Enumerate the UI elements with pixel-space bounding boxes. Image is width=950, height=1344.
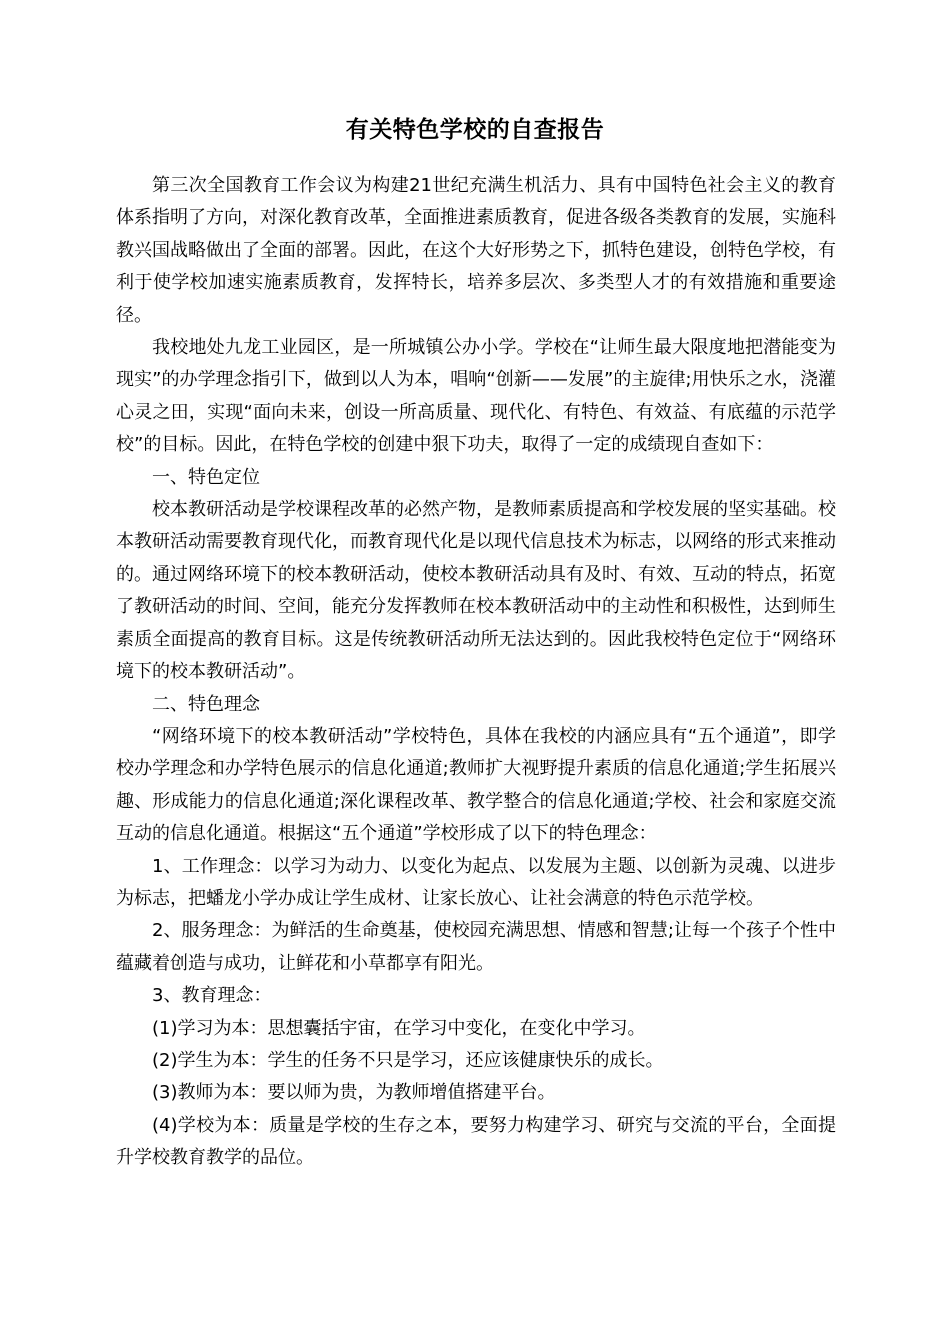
list-item-teachers: (3)教师为本：要以师为贵，为教师增值搭建平台。	[152, 1082, 556, 1104]
document-title: 有关特色学校的自查报告	[345, 117, 605, 143]
section-heading-positioning: 一、特色定位	[152, 466, 260, 488]
paragraph-intro: 第三次全国教育工作会议为构建21世纪充满生机活力、具有中国特色社会主义的教育体系指明了方向，对深化教育改革，全面推进素质教育，促进各级各类教育的发展，实施科教兴国战略做出了全面的部署。因此，在这个大好形势之下，抓特色建设，创特色学校，有利于使学校加速实施素质教育，发挥特长，培养多层次、多类型人才的有效措施和重要途径。	[116, 175, 836, 326]
list-item-students: (2)学生为本：学生的任务不只是学习，还应该健康快乐的成长。	[152, 1049, 664, 1071]
paragraph-education-philosophy: 3、教育理念：	[152, 985, 272, 1007]
paragraph-work-philosophy: 1、工作理念：以学习为动力、以变化为起点、以发展为主题、以创新为灵魂、以进步为标志，把蟠龙小学办成让学生成材、让家长放心、让社会满意的特色示范学校。	[116, 855, 836, 909]
paragraph-service-philosophy: 2、服务理念：为鲜活的生命奠基，使校园充满思想、情感和智慧;让每一个孩子个性中蕴藏着创造与成功，让鲜花和小草都享有阳光。	[116, 920, 836, 974]
paragraph-positioning: 校本教研活动是学校课程改革的必然产物，是教师素质提高和学校发展的坚实基础。校本教研活动需要教育现代化，而教育现代化是以现代信息技术为标志，以网络的形式来推动的。通过网络环境下的校本教研活动，使校本教研活动具有及时、有效、互动的特点，拓宽了教研活动的时间、空间，能充分发挥教师在校本教研活动中的主动性和积极性，达到师生素质全面提高的教育目标。这是传统教研活动所无法达到的。因此我校特色定位于“网络环境下的校本教研活动”。	[116, 499, 836, 683]
paragraph-school-overview: 我校地处九龙工业园区，是一所城镇公办小学。学校在“让师生最大限度地把潜能变为现实”的办学理念指引下，做到以人为本，唱响“创新——发展”的主旋律;用快乐之水，浇灌心灵之田，实现“面向未来，创设一所高质量、现代化、有特色、有效益、有底蕴的示范学校”的目标。因此，在特色学校的创建中狠下功夫，取得了一定的成绩现自查如下：	[116, 337, 836, 456]
document-body	[116, 170, 836, 1175]
list-item-learning: (1)学习为本：思想囊括宇宙，在学习中变化，在变化中学习。	[152, 1017, 646, 1039]
section-heading-philosophy: 二、特色理念	[152, 693, 260, 715]
list-item-school: (4)学校为本：质量是学校的生存之本，要努力构建学习、研究与交流的平台，全面提升学校教育教学的品位。	[116, 1114, 836, 1169]
paragraph-five-channels: “网络环境下的校本教研活动”学校特色，具体在我校的内涵应具有“五个通道”，即学校办学理念和办学特色展示的信息化通道;教师扩大视野提升素质的信息化通道;学生拓展兴趣、形成能力的信息化通道;深化课程改革、教学整合的信息化通道;学校、社会和家庭交流互动的信息化通道。根据这“五个通道”学校形成了以下的特色理念：	[116, 725, 836, 845]
